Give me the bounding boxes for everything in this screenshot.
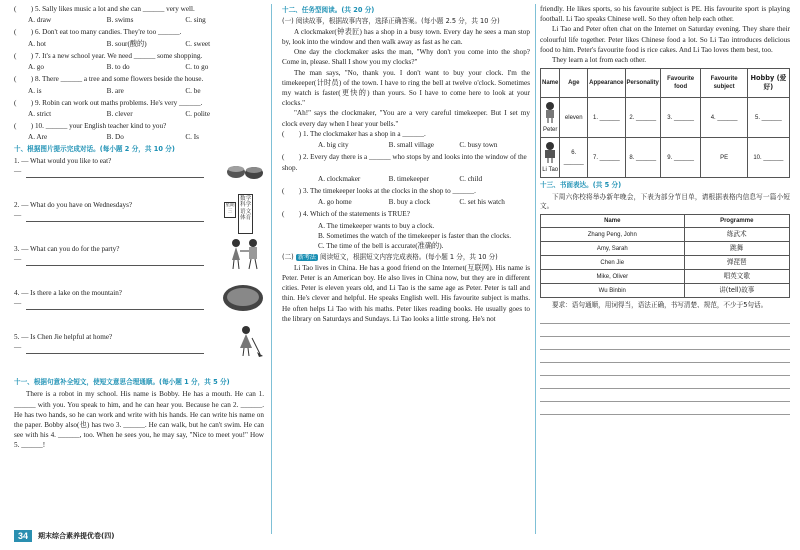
boy-peter-icon <box>542 101 558 123</box>
part-2-title: 阅读短文，根据短文内容完成表格。(每小题 1 分，共 10 分) <box>319 253 498 262</box>
question-text: 5. — Is Chen Jie helpful at home? <box>14 332 113 341</box>
option: C. be <box>185 86 201 95</box>
answer-line[interactable] <box>26 168 204 178</box>
option: C. set his watch <box>459 198 505 207</box>
footer-title: 期末综合素养提优卷(四) <box>38 532 115 540</box>
table-cell: Chen Jie <box>541 256 685 270</box>
question-7: ( ) 7. It's a new school year. We need ______ some shopping. <box>14 51 203 60</box>
mc-options <box>282 221 530 252</box>
section-13-intro: 下周六你校将举办新年晚会，下表为部分节目单，请根据表格内信息写一篇小短文。 <box>540 192 790 211</box>
option: A. is <box>28 86 42 95</box>
blank-cell[interactable]: 7. ______ <box>588 138 625 178</box>
table-cell: Wu Binbin <box>541 284 685 298</box>
option: A. draw <box>28 16 52 25</box>
table-header: Hobby (爱好) <box>747 69 789 98</box>
column-divider <box>271 4 272 534</box>
page-footer <box>14 528 114 544</box>
table-row <box>541 270 790 284</box>
option: B. sour(酸的) <box>106 39 147 48</box>
table-row <box>541 284 790 298</box>
story-paragraph: The man says, "No, thank you. I don't want to buy your clock. I'm the timekeeper(计时员) of the town. I have to ring the bell at twelve o'clock. Sometimes my watch is faster(更快的) than yours. So I have to come here to look at your clocks." <box>282 68 530 108</box>
section-13-requirements: 要求：语句通顺，用词得当，语法正确，书写清楚、规范，不少于5句话。 <box>552 301 768 310</box>
reading-passage-paragraph: They learn a lot from each other. <box>552 56 646 65</box>
q5-options <box>14 15 264 25</box>
story-paragraph: One day the clockmaker asks the man, "Why don't you come into the shop? Come in, please. Shall I show you my clocks?" <box>282 48 530 67</box>
subject-label: 语文 <box>240 208 252 215</box>
question-8: ( ) 8. There ______ a tree and some flowers beside the house. <box>14 75 204 84</box>
q9-options <box>14 109 264 119</box>
name-cell <box>541 138 560 178</box>
mc-question-3: ( ) 3. The timekeeper looks at the clocks in the shop to ______. <box>282 187 476 195</box>
timetable-icon <box>224 194 264 234</box>
answer-dash: — <box>14 343 22 352</box>
table-cell: Mike, Oliver <box>541 270 685 284</box>
question-5: ( ) 5. Sally likes music a lot and she can ______ very well. <box>14 5 195 13</box>
question-text: 4. — Is there a lake on the mountain? <box>14 288 122 297</box>
food-bowls-icon <box>226 156 264 182</box>
cloze-passage: There is a robot in my school. His name is Bobby. He has a mouth. He can 1. ______ with you. You speak to him, and he can hear you. Because he can 2. ______. He has two hands, so he can work and write with his hands. He can write his name on the paper. Bobby also(也) has two 3. ______. He can walk, but he can't swim. He can see with his 4. ______, too. When he sees you, he may say, "Nice to meet you!" How 5. ______! <box>14 390 264 450</box>
reading-passage-continued: friendly. He likes sports, so his favourite subject is PE. His favourite sport is playing football. Li Tao speaks Chinese well. So they often help each other. <box>540 5 790 24</box>
writing-line[interactable] <box>540 363 790 376</box>
blank-cell[interactable]: 9. ______ <box>660 138 701 178</box>
table-header: Appearance <box>588 69 625 98</box>
option: B. clever <box>106 109 133 118</box>
writing-line[interactable] <box>540 337 790 350</box>
section-11-title: 十一、根据句意补全短文，使短文意思合理通顺。(每小题 1 分，共 5 分) <box>14 377 230 386</box>
option: B. Sometimes the watch of the timekeeper is faster than the clocks. <box>318 231 512 240</box>
writing-line[interactable] <box>540 311 790 324</box>
option: A. clockmaker <box>318 174 361 183</box>
answer-dash: — <box>14 211 22 220</box>
q10-options <box>14 132 264 142</box>
option: A. hot <box>28 39 46 48</box>
question-10: ( ) 10. ______ your English teacher kind to you? <box>14 122 167 131</box>
question-9: ( ) 9. Robin can work out maths problems. He's very ______. <box>14 98 203 107</box>
option: A. big city <box>318 141 349 150</box>
option: C. busy town <box>459 141 498 150</box>
option: C. polite <box>185 109 211 118</box>
q7-options <box>14 62 264 72</box>
table-cell: Zhang Peng, John <box>541 228 685 242</box>
section-10-title: 十、根据图片提示完成对话。(每小题 2 分，共 10 分) <box>14 144 175 153</box>
table-header: Programme <box>684 215 789 228</box>
section-13-title: 十三、书面表达。(共 5 分) <box>540 181 622 190</box>
blank-cell[interactable]: 10. ______ <box>747 138 789 178</box>
info-table <box>540 68 790 178</box>
part-1-instructions: (一) 阅读故事，根据故事内容，选择正确答案。(每小题 2.5 分，共 10 分) <box>282 17 500 26</box>
mc-question-4: ( ) 4. Which of the statements is TRUE? <box>282 210 410 219</box>
blank-cell[interactable]: 3. ______ <box>660 98 701 138</box>
table-header: Favourite food <box>660 69 701 98</box>
blank-cell[interactable]: 1. ______ <box>588 98 625 138</box>
answer-dash: — <box>14 299 22 308</box>
option: B. are <box>106 86 124 95</box>
option: B. buy a clock <box>388 198 431 207</box>
lake-icon <box>222 282 264 314</box>
new-format-badge: 新考法 <box>297 254 316 262</box>
table-header-row <box>541 69 790 98</box>
part-label: (二) <box>282 253 294 262</box>
table-cell: 练武术 <box>684 228 789 242</box>
option: A. strict <box>28 109 52 118</box>
children-dancing-icon <box>226 236 264 272</box>
mc-options <box>282 140 530 150</box>
column-left <box>14 4 264 451</box>
answer-line[interactable] <box>26 256 204 266</box>
option: B. swims <box>106 16 134 25</box>
blank-cell[interactable]: 5. ______ <box>747 98 789 138</box>
writing-area[interactable] <box>540 311 790 415</box>
name-cell <box>541 98 560 138</box>
option: C. The time of the bell is accurate(准确的). <box>318 242 444 251</box>
writing-line[interactable] <box>540 376 790 389</box>
page-number: 34 <box>14 530 32 542</box>
mc-options <box>282 197 530 207</box>
table-cell: 跳舞 <box>684 242 789 256</box>
name-label: Peter <box>543 127 558 134</box>
part-2-instructions <box>282 253 530 263</box>
blank-cell[interactable]: 2. ______ <box>625 98 660 138</box>
answer-line[interactable] <box>26 300 204 310</box>
answer-line[interactable] <box>26 212 204 222</box>
question-text: 2. — What do you have on Wednesdays? <box>14 200 133 209</box>
option: B. Do <box>106 133 124 142</box>
table-header: Age <box>560 69 588 98</box>
subject-card <box>238 194 253 234</box>
table-header-row <box>541 215 790 228</box>
programme-table <box>540 214 790 298</box>
subject-cell: PE <box>701 138 747 178</box>
option: A. go <box>28 63 44 72</box>
option: C. to go <box>185 63 209 72</box>
answer-dash: — <box>14 255 22 264</box>
subject-label: 体育 <box>240 215 252 222</box>
table-row <box>541 242 790 256</box>
table-row <box>541 228 790 242</box>
option: C. child <box>459 174 483 183</box>
table-header: Name <box>541 215 685 228</box>
subject-label: 数学 <box>240 195 252 202</box>
mc-question-1: ( ) 1. The clockmaker has a shop in a ______. <box>282 129 426 138</box>
answer-dash: — <box>14 167 22 176</box>
writing-line[interactable] <box>540 324 790 337</box>
section-12-title: 十二、任务型阅读。(共 20 分) <box>282 6 375 14</box>
name-label: Li Tao <box>542 167 559 174</box>
mc-question-2: ( ) 2. Every day there is a ______ who stops by and looks into the window of the shop. <box>282 153 527 172</box>
table-row <box>541 98 790 138</box>
blank-cell[interactable]: 6. ______ <box>560 138 588 178</box>
boy-litao-icon <box>542 141 558 163</box>
table-cell: 唱英文歌 <box>684 270 789 284</box>
table-cell: Amy, Sarah <box>541 242 685 256</box>
table-cell: 弹琵琶 <box>684 256 789 270</box>
column-right <box>540 4 790 415</box>
blank-cell[interactable]: 4. ______ <box>701 98 747 138</box>
writing-line[interactable] <box>540 350 790 363</box>
question-text: 1. — What would you like to eat? <box>14 156 112 165</box>
answer-line[interactable] <box>26 344 204 354</box>
age-cell: eleven <box>560 98 588 138</box>
option: A. Are <box>28 133 48 142</box>
table-row <box>541 138 790 178</box>
option: A. go home <box>318 198 352 207</box>
question-text: 3. — What can you do for the party? <box>14 244 120 253</box>
subject-label: 科学 <box>240 202 252 209</box>
column-divider <box>535 4 536 534</box>
writing-line[interactable] <box>540 389 790 402</box>
table-header: Personality <box>625 69 660 98</box>
q6-options <box>14 39 264 49</box>
table-header: Name <box>541 69 560 98</box>
option: C. sing <box>185 16 206 25</box>
option: C. Is <box>185 133 199 142</box>
q8-options <box>14 86 264 96</box>
question-6: ( ) 6. Don't eat too many candies. They're too ______. <box>14 28 182 37</box>
table-header: Favourite subject <box>701 69 747 98</box>
blank-cell[interactable]: 8. ______ <box>625 138 660 178</box>
column-middle <box>282 4 530 324</box>
option: C. sweet <box>185 39 211 48</box>
reading-passage-paragraph: Li Tao and Peter often chat on the Internet on Saturday evening. They share their colourful life together. Peter likes Chinese food a lot. So Li Tao introduces delicious food to him. Peter's favourite food is rice cakes. And Li Tao loves them best, too. <box>540 25 790 54</box>
girl-sweeping-icon <box>226 324 264 358</box>
table-cell: 讲(tell)故事 <box>684 284 789 298</box>
reading-passage: Li Tao lives in China. He has a good friend on the Internet(互联网). His name is Peter. Peter is an American boy. He also lives in China now, but they are in different cities. Peter is eleven years old, and Li Tao is the same age as Peter. Peter is tall and thin. He's clever and helpful. He speaks English well. His favourite subject is maths. He often helps Li Tao with his maths. Peter likes reading books. He usually goes to the library on Saturdays and Sundays. Li Tao looks a little strong. He's not <box>282 263 530 323</box>
story-paragraph: A clockmaker(钟表匠) has a shop in a busy town. Every day he sees a man stop by, look into the window and then walk away as fast as he can. <box>282 27 530 46</box>
mc-options <box>282 174 530 184</box>
day-tag: 星期三 <box>224 202 236 218</box>
table-row <box>541 256 790 270</box>
option: A. The timekeeper wants to buy a clock. <box>318 221 435 230</box>
picture-question-5 <box>14 332 264 376</box>
option: B. to do <box>106 63 130 72</box>
option: B. timekeeper <box>388 174 429 183</box>
story-paragraph: "Ah!" says the clockmaker, "You are a very careful timekeeper. But I set my clock every day when I hear your bells." <box>282 109 530 128</box>
option: B. small village <box>388 141 434 150</box>
writing-line[interactable] <box>540 402 790 415</box>
